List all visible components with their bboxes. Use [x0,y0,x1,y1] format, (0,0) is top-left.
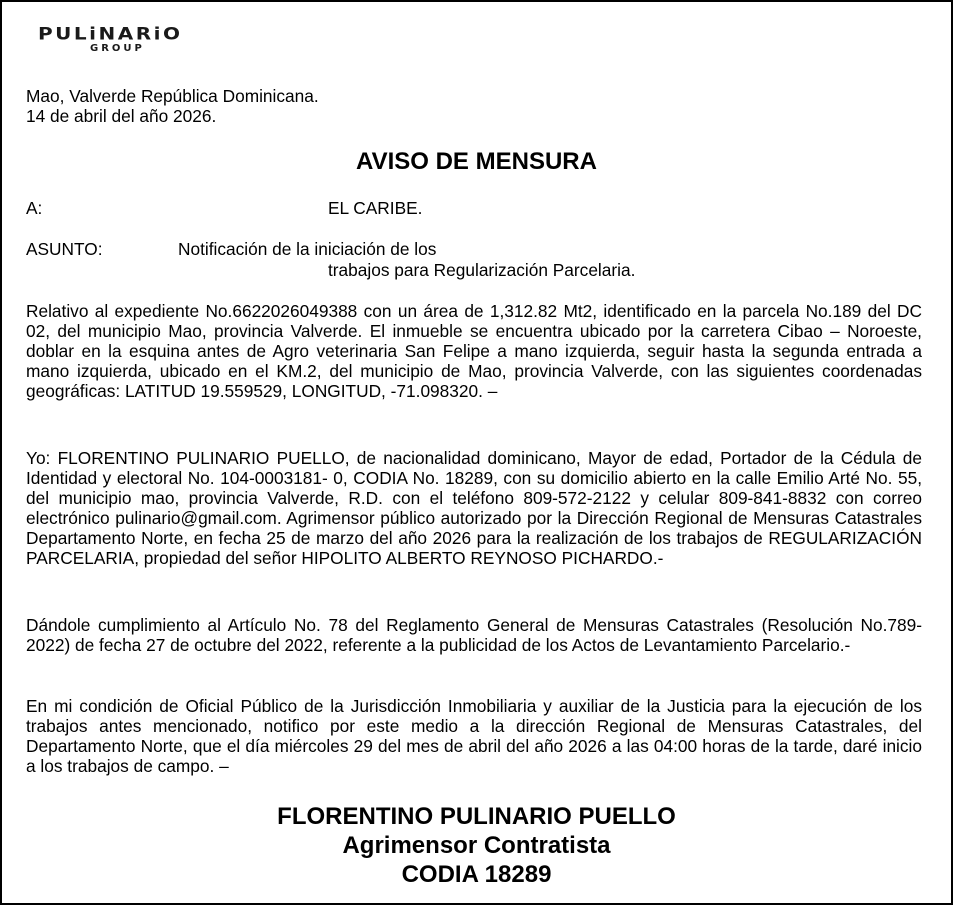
signature-role: Agrimensor Contratista [342,832,611,859]
signature-name: FLORENTINO PULINARIO PUELLO [277,803,676,830]
subject-row [26,239,922,281]
document-title: AVISO DE MENSURA [356,148,597,175]
subject-label: ASUNTO: [26,239,103,259]
paragraph-article: Dándole cumplimiento al Artículo No. 78 del Reglamento General de Mensuras Catastrales (Resolución No.789-2022) de fecha 27 de octubre del 2022, referente a la publicidad de los Actos de Levantamiento Parcelario.- [26,615,922,655]
paragraph-expediente: Relativo al expediente No.6622026049388 con un área de 1,312.82 Mt2, identificado en la parcela No.189 del DC 02, del municipio Mao, provincia Valverde. El inmueble se encuentra ubicado por la carretera Cibao – Noroeste, doblar en la esquina antes de Agro veterinaria San Felipe a mano izquierda, seguir hasta la segunda entrada a mano izquierda, ubicado en el KM.2, del municipio de Mao, provincia Valverde, con las siguientes coordenadas geográficas: LATITUD 19.559529, LONGITUD, -71.098320. – [26,301,922,401]
paragraph-surveyor: Yo: FLORENTINO PULINARIO PUELLO, de nacionalidad dominicano, Mayor de edad, Portador de la Cédula de Identidad y electoral No. 104-0003181- 0, CODIA No. 18289, con su domicilio abierto en la calle Emilio Arté No. 55, del municipio mao, provincia Valverde, R.D. con el teléfono 809-572-2122 y celular 809-841-8832 con correo electrónico pulinario@gmail.com. Agrimensor público autorizado por la Dirección Regional de Mensuras Catastrales Departamento Norte, en fecha 25 de marzo del año 2026 para la realización de los trabajos de REGULARIZACIÓN PARCELARIA, propiedad del señor HIPOLITO ALBERTO REYNOSO PICHARDO.- [26,448,922,568]
paragraph-notification: En mi condición de Oficial Público de la Jurisdicción Inmobiliaria y auxiliar de la Justicia para la ejecución de los trabajos antes mencionado, notifico por este medio a la dirección Regional de Mensuras Catastrales, del Departamento Norte, que el día miércoles 29 del mes de abril del año 2026 a las 04:00 horas de la tarde, daré inicio a los trabajos de campo. – [26,696,922,776]
subject-line-1: Notificación de la iniciación de los [178,239,437,259]
recipient-row [26,198,922,218]
logo-subtitle: GROUP [90,43,145,54]
subject-line-2: trabajos para Regularización Parcelaria. [328,260,636,280]
signature-codia: CODIA 18289 [401,861,552,888]
place-date [26,86,922,126]
logo-wordmark: PULiNARiO [38,23,183,44]
company-logo [38,24,238,58]
recipient-value: EL CARIBE. [328,198,423,218]
recipient-label: A: [26,198,43,218]
place-line: Mao, Valverde República Dominicana. [26,86,319,106]
date-line: 14 de abril del año 2026. [26,106,217,126]
